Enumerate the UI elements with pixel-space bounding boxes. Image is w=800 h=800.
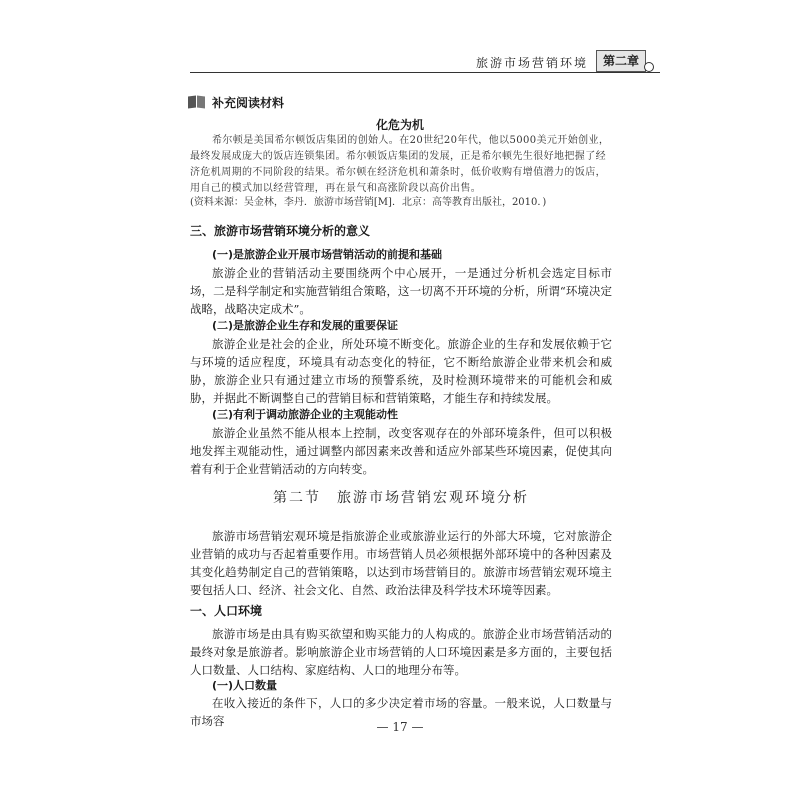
chapter-badge: 第二章	[596, 50, 646, 72]
page-number: — 17 —	[376, 720, 424, 734]
population-count-text: 在收入接近的条件下，人口的多少决定着市场的容量。一般来说，人口数量与市场容	[190, 696, 612, 728]
section3-heading: 三、旅游市场营销环境分析的意义	[190, 224, 371, 238]
population-heading: 一、人口环境	[190, 604, 263, 618]
section3-sub1-text: 旅游企业的营销活动主要围绕两个中心展开，一是通过分析机会选定目标市场，二是科学制定和实施营销组合策略，这一切离不开环境的分析，所谓“环境决定战略，战略决定成术”。	[190, 266, 612, 316]
supplement-label: 补充阅读材料	[212, 95, 285, 110]
running-title: 旅游市场营销环境	[475, 56, 588, 70]
section2-intro: 旅游市场营销宏观环境是指旅游企业或旅游业运行的外部大环境，它对旅游企业营销的成功与否起着重要作用。市场营销人员必须根据外部环境中的各种因素及其变化趋势制定自己的营销策略，以达到市场营销目的。旅游市场营销宏观环境主要包括人口、经济、社会文化、自然、政治法律及科学技术环境等因素。	[190, 529, 612, 597]
section3-sub3-text: 旅游企业虽然不能从根本上控制，改变客观存在的外部环境条件，但可以积极地发挥主观能动性，通过调整内部因素来改善和适应外部某些环境因素，促使其向着有利于企业营销活动的方向转变。	[190, 426, 612, 476]
supplement-source: (资料来源：吴金林，李丹．旅游市场营销[M]．北京：高等教育出版社，2010．)	[190, 197, 547, 208]
page-header	[190, 50, 660, 73]
section3-sub2-text: 旅游企业是社会的企业，所处环境不断变化。旅游企业的生存和发展依赖于它与环境的适应程度，环境具有动态变化的特征，它不断给旅游企业带来机会和威胁，旅游企业只有通过建立市场的预警系统，及时检测环境带来的可能机会和威胁，并据此不断调整自己的营销目标和营销策略，才能生存和持续发展。	[190, 337, 612, 405]
section3-sub3-heading: (三)有利于调动旅游企业的主观能动性	[212, 408, 399, 421]
population-text: 旅游市场是由具有购买欲望和购买能力的人构成的。旅游企业市场营销活动的最终对象是旅游者。影响旅游企业市场营销的人口环境因素是多方面的，主要包括人口数量、人口结构、家庭结构、人口的地理分布等。	[190, 627, 612, 677]
population-count-heading: (一)人口数量	[212, 679, 278, 692]
supplement-header	[188, 92, 284, 112]
section-title: 第二节 旅游市场营销宏观环境分析	[273, 490, 529, 506]
book-icon	[188, 94, 206, 110]
supplement-paragraph: 希尔顿是美国希尔顿饭店集团的创始人。在20世纪20年代，他以5000美元开始创业，最终发展成庞大的饭店连锁集团。希尔顿饭店集团的发展，正是希尔顿先生很好地把握了经济危机周期的不同阶段的结果。希尔顿在经济危机和萧条时，低价收购有增值潜力的饭店，用自己的模式加以经营管理，再在景气和高涨阶段以高价出售。	[190, 135, 610, 194]
section3-sub2-heading: (二)是旅游企业生存和发展的重要保证	[212, 319, 399, 332]
section3-sub1-heading: (一)是旅游企业开展市场营销活动的前提和基础	[212, 248, 443, 261]
circle-ornament-icon	[644, 62, 654, 72]
supplement-title: 化危为机	[375, 118, 424, 132]
